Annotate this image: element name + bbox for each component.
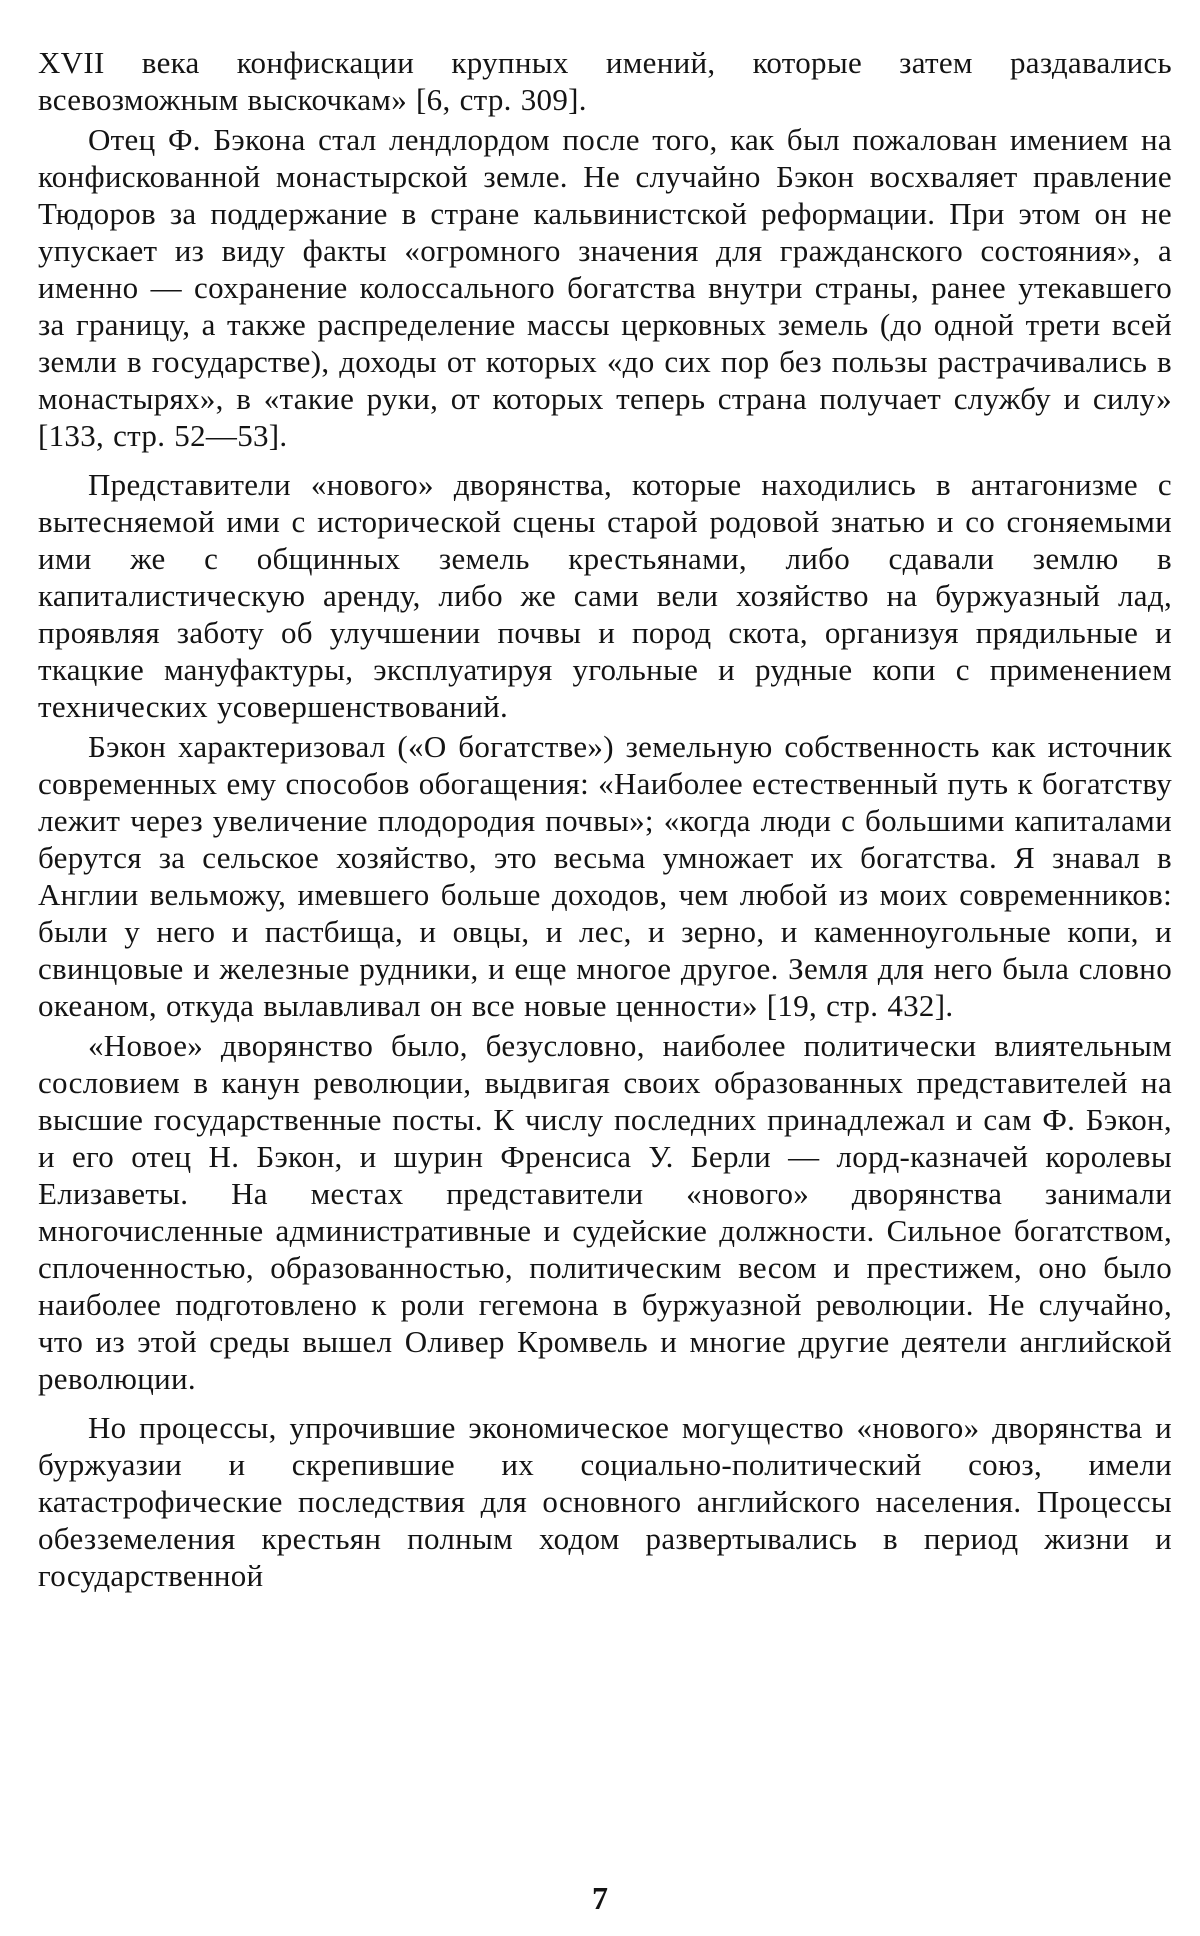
- page-number: 7: [592, 1880, 608, 1916]
- paragraph-1: XVII века конфискации крупных имений, которые затем раздавались всевозможным выскочкам» [6, стр. 309].: [38, 45, 1172, 117]
- paragraph-4: Бэкон характеризовал («О богатстве») земельную собственность как источник современных ему способов обогащения: «Наиболее естественный путь к богатству лежит через увеличение плодородия почвы»; «когда люди с большими капиталами берутся за сельское хозяйство, это весьма умножает их богатства. Я знавал в Англии вельможу, имевшего больше доходов, чем любой из моих современников: были у него и пастбища, и овцы, и лес, и зерно, и каменноугольные копи, и свинцовые и железные рудники, и еще многое другое. Земля для него была словно океаном, откуда вылавливал он все новые ценности» [19, стр. 432].: [38, 729, 1172, 1023]
- paragraph-2: Отец Ф. Бэкона стал лендлордом после того, как был пожалован имением на конфискованной монастырской земле. Не случайно Бэкон восхваляет правление Тюдоров за поддержание в стране кальвинистской реформации. При этом он не упускает из виду факты «огромного значения для гражданского состояния», а именно — сохранение колоссального богатства внутри страны, ранее утекавшего за границу, а также распределение массы церковных земель (до одной трети всей земли в государстве), доходы от которых «до сих пор без пользы растрачивались в монастырях», в «такие руки, от которых теперь страна получает службу и силу» [133, стр. 52—53].: [38, 122, 1172, 453]
- paragraph-5: «Новое» дворянство было, безусловно, наиболее политически влиятельным сословием в канун революции, выдвигая своих образованных представителей на высшие государственные посты. К числу последних принадлежал и сам Ф. Бэкон, и его отец Н. Бэкон, и шурин Френсиса У. Берли — лорд-казначей королевы Елизаветы. На местах представители «нового» дворянства занимали многочисленные административные и судейские должности. Сильное богатством, сплоченностью, образованностью, политическим весом и престижем, оно было наиболее подготовлено к роли гегемона в буржуазной революции. Не случайно, что из этой среды вышел Оливер Кромвель и многие другие деятели английской революции.: [38, 1028, 1172, 1396]
- paragraph-6: Но процессы, упрочившие экономическое могущество «нового» дворянства и буржуазии и скрепившие их социально-политический союз, имели катастрофические последствия для основного английского населения. Процессы обезземеления крестьян полным ходом развертывались в период жизни и государственной: [38, 1410, 1172, 1593]
- page-text: [38, 44, 1172, 1594]
- paragraph-3: Представители «нового» дворянства, которые находились в антагонизме с вытесняемой ими с исторической сцены старой родовой знатью и со сгоняемыми ими же с общинных земель крестьянами, либо сдавали землю в капиталистическую аренду, либо же сами вели хозяйство на буржуазный лад, проявляя заботу об улучшении почвы и пород скота, организуя прядильные и ткацкие мануфактуры, эксплуатируя угольные и рудные копи с применением технических усовершенствований.: [38, 467, 1172, 724]
